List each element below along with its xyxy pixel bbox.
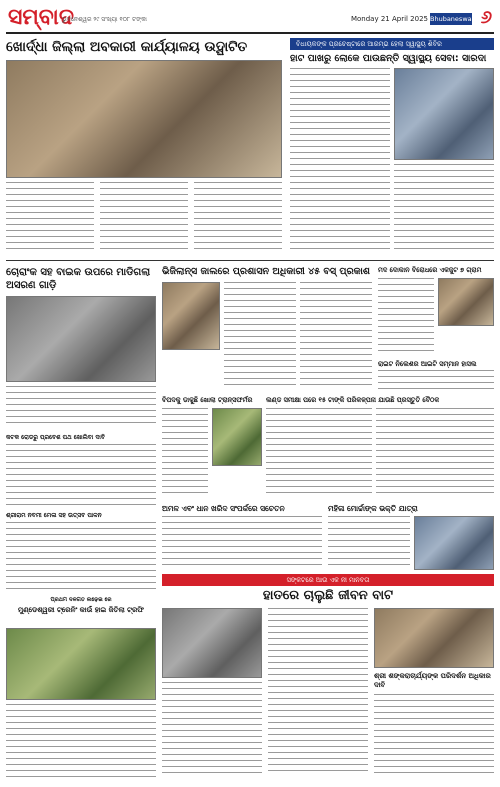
newspaper-page [6, 4, 494, 783]
tank-meeting-body-col2 [376, 408, 494, 500]
masthead [6, 4, 494, 34]
health-camp-kicker-box [290, 38, 494, 50]
harvest-headline: ଅମଳ ଏବଂ ଧାନ ଖରିଦ ସଂପର୍କରେ ସଚେତନ [162, 504, 285, 513]
transformer-body [162, 408, 208, 500]
vigilance-body-col1 [224, 282, 296, 392]
edition-city-badge: Bhubaneswar [430, 15, 475, 23]
mahila-body [328, 516, 410, 570]
bottom-photo [162, 608, 262, 678]
ramnavami-body [6, 522, 156, 594]
bike-accident-photo [6, 296, 156, 382]
vigilance-headline: ଭିଜିଲାନ୍ସ ଜାଲରେ ପ୍ରଶାସନ ଅଧିକାରୀ ୪୫ ବସ୍ ପ୍ରକାଶ [162, 266, 370, 277]
bottom-headline: ହାତରେ ଚାଲୁଛି ଜୀବନ ବାଟ [262, 588, 394, 603]
health-camp-headline: ହାଟ ପାଖରୁ ଲୋକେ ପାଉଛନ୍ତି ସ୍ୱାସ୍ଥ୍ୟ ସେବା: ସାରଦା [290, 53, 487, 64]
bike-accident-body [6, 386, 156, 430]
liquor-shop-body [378, 278, 434, 358]
health-camp-kicker: ବିଧାୟକଙ୍କ ପ୍ରଚେଷ୍ଟାରେ ଆରମ୍ଭ ହେଲା ସ୍ୱାସ୍ଥ୍ୟ ଶିବିର [296, 40, 442, 48]
road-demand-body [6, 444, 156, 510]
page-number: ୬ [480, 7, 492, 28]
liquor-shop-photo [438, 278, 494, 326]
cricket-kicker: ପ୍ରଥମ ଦଳଗତ ଲଢ଼େଇ ରେ [50, 597, 112, 603]
harvest-body [162, 516, 322, 570]
health-camp-body-col1 [290, 68, 390, 254]
cricket-headline: ମୁଣ୍ଡେଶ୍ୱରୀ ଟ୍ରେନିଂ କାଉଁ ହାଇ ଜିତିଲା ଟ୍ରଫି [17, 606, 145, 614]
shankaracharya-photo [374, 608, 494, 668]
cricket-photo [6, 628, 156, 700]
vigilance-photo [162, 282, 220, 350]
bike-accident-headline: ଚୋରାଂକ ସହ ବାଇକ ଉପରେ ମାଡିଗଲା ଅସରଣ ଗାଡ଼ି [6, 267, 151, 291]
health-camp-photo [394, 68, 494, 160]
health-camp-body-col2 [394, 164, 494, 254]
newspaper-logo: ସମ୍ବାଦ [8, 4, 74, 30]
lead-body-col1 [6, 182, 94, 256]
shankaracharya-headline: ଶ୍ରୀ ଶଙ୍କରାଚାର୍ଯ୍ୟଙ୍କ ପରିଦର୍ଶନ ଅଧିକାର ଦାବି [374, 672, 491, 689]
bottom-body-col1 [162, 682, 262, 782]
cricket-body [6, 704, 156, 782]
road-demand-headline: କଟକ ରୋଡରୁ ପ୍ରବେଶ ପଥ ଖୋଲିବା ଦାବି [6, 434, 105, 441]
transformer-headline: ବିପଦକୁ ଡାକୁଛି ଖୋଲା ଟ୍ରାନ୍ସଫର୍ମର [162, 396, 253, 404]
lead-body-col2 [100, 182, 188, 256]
section-divider [6, 260, 494, 261]
issue-date: Monday 21 April 2025 [350, 15, 428, 23]
it-award-body [378, 370, 494, 394]
vigilance-body-col2 [300, 282, 372, 392]
ramnavami-headline: ଶ୍ରୀରାମ ନବମୀ ମେଳା ସହ ଉତ୍ସବ ପାଳନ [6, 512, 102, 519]
shankaracharya-body [374, 694, 494, 782]
transformer-photo [212, 408, 262, 466]
mahila-headline: ମହିଳା ମୋର୍ଚ୍ଚାଙ୍କ ଭକ୍ତି ଯାତ୍ରା [328, 504, 418, 513]
liquor-shop-headline: ମଦ ଦୋକାନ ବିରୋଧରେ ଏକଜୁଟ ୭ ଗ୍ରାମ [378, 266, 482, 274]
bottom-kicker-box [162, 574, 494, 586]
bottom-body-col2 [268, 608, 368, 782]
lead-headline: ଖୋର୍ଦ୍ଧା ଜିଲ୍ଲା ଅବକାରୀ କାର୍ଯ୍ୟାଳୟ ଉଦ୍ଘାଟିତ [6, 39, 248, 55]
lead-body-col3 [194, 182, 282, 256]
lead-photo [6, 60, 282, 178]
tank-meeting-body-col1 [266, 408, 372, 500]
edition-meta: ଭୁବନେଶ୍ୱର ୨୯ ସଂଖ୍ୟା ୧୦୮ ଟଙ୍କା [62, 16, 147, 23]
bottom-kicker: ସଙ୍କଟରେ ଆଉ ଏକ ନୀ ମାନବତା [286, 576, 370, 584]
tank-meeting-headline: ଲଣ୍ଡ ସମୀକ୍ଷା ପରେ ୧୫ ଟାଙ୍କି ପରିକଳ୍ପନା ଯାଉଛି ପ୍ରସ୍ତୁତି ବୈଠକ [266, 396, 440, 404]
mahila-photo [414, 516, 494, 570]
it-award-headline: ରାଇଟ ନିଲେଶର ଆଇଟି ସମ୍ମାନ ହାସଲ [378, 360, 477, 368]
